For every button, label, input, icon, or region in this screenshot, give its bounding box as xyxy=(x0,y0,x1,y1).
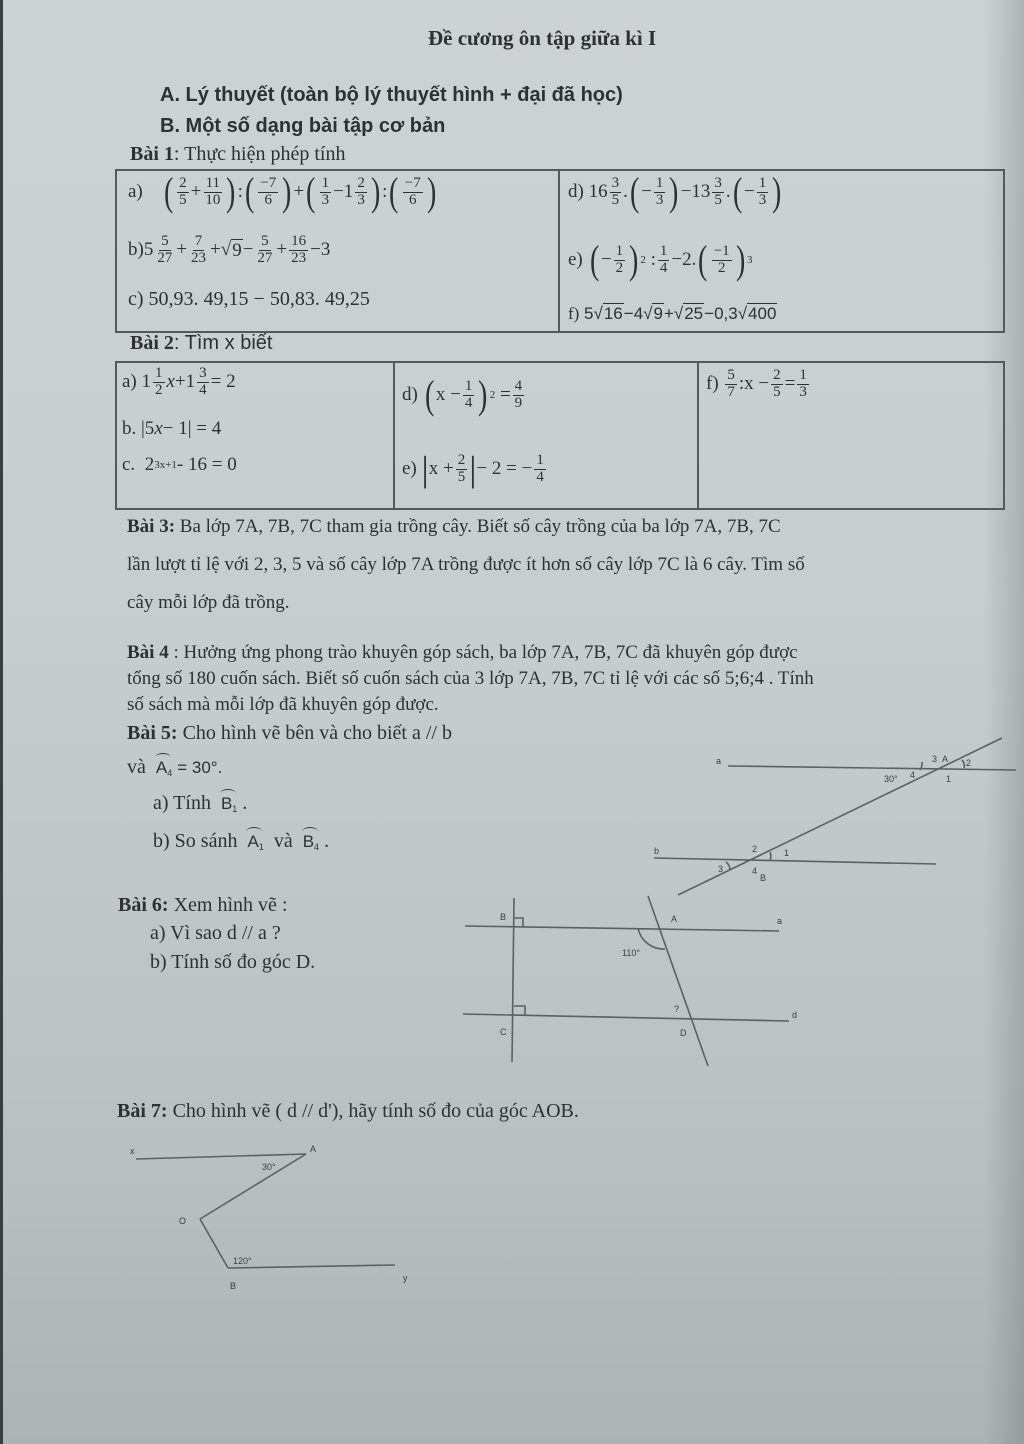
svg-text:110°: 110° xyxy=(622,948,640,958)
svg-text:A: A xyxy=(310,1144,317,1154)
bai7-heading: Bài 7: Cho hình vẽ ( d // d'), hãy tính số đo của góc AOB. xyxy=(117,1100,579,1122)
svg-text:B: B xyxy=(760,873,767,883)
svg-text:A: A xyxy=(671,914,678,924)
svg-text:?: ? xyxy=(674,1004,680,1014)
svg-text:120°: 120° xyxy=(233,1256,252,1266)
bai6-heading: Bài 6: Xem hình vẽ : xyxy=(118,894,288,916)
svg-text:a: a xyxy=(716,756,722,766)
bai1-item-e: e) ( − $\frac{1}{2}$ ) 2 : $\frac{1}{4}$ −2. ( $\frac{-1}{2}$ ) 3 xyxy=(568,237,753,282)
svg-text:30°: 30° xyxy=(262,1162,276,1172)
angle-A1: $A_1$ xyxy=(247,832,264,852)
bai2-item-e: e) | x + $\frac{2}{5}$ | − 2 = − $\frac{1}{4}$ xyxy=(402,449,544,489)
section-a-heading: A. Lý thuyết (toàn bộ lý thuyết hình + đại đã học) xyxy=(160,84,623,106)
bai6-question-a: a) Vì sao d // a ? xyxy=(150,922,281,944)
svg-text:y: y xyxy=(403,1273,408,1283)
bai5-question-b: b) So sánh $A_1$ và $B_4$ . xyxy=(153,830,330,852)
bai5-question-a: a) Tính $B_1$ . xyxy=(153,792,248,814)
bai2-item-a: a) 1 $\frac{1}{2}$ x +1 $\frac{3}{4}$ = 2 xyxy=(122,365,236,398)
svg-text:x: x xyxy=(130,1146,135,1156)
bai5-given: và $A_4 = 30^\circ$. xyxy=(127,756,223,778)
angle-B4: $B_4$ xyxy=(302,832,320,852)
bai1-item-b: b) 5 $\frac{5}{27}$ + $\frac{7}{23}$ +√ 9 − $\frac{5}{27}$ + $\frac{16}{23}$ −3 xyxy=(128,233,331,266)
svg-text:C: C xyxy=(500,1027,507,1037)
section-b-heading: B. Một số dạng bài tập cơ bản xyxy=(160,115,446,137)
bai1-heading: Bài 1: Thực hiện phép tính xyxy=(130,143,346,165)
bai6-figure xyxy=(455,890,815,1080)
svg-text:3: 3 xyxy=(932,754,938,764)
bai2-table-divider-1 xyxy=(393,361,395,510)
bai2-table xyxy=(115,361,1005,510)
svg-text:D: D xyxy=(680,1028,687,1038)
svg-text:A: A xyxy=(942,754,949,764)
bai5-heading: Bài 5: Cho hình vẽ bên và cho biết a // b xyxy=(127,722,452,744)
bai6-question-b: b) Tính số đo góc D. xyxy=(150,951,316,973)
bai1-item-d: d) 16 $\frac{3}{5}$ . ( − $\frac{1}{3}$ ) −13 $\frac{3}{5}$ . ( − $\frac{1}{3}$ ) xyxy=(568,169,782,214)
svg-text:d: d xyxy=(792,1010,798,1020)
bai2-item-b: b. |5 x − 1| = 4 xyxy=(122,418,222,439)
bai2-item-d: d) ( x − $\frac{1}{4}$ ) 2 = $\frac{4}{9}$ xyxy=(402,372,523,417)
bai2-table-divider-2 xyxy=(697,361,699,510)
bai1-table-divider xyxy=(558,169,560,333)
svg-text:1: 1 xyxy=(784,848,790,858)
svg-text:30°: 30° xyxy=(884,774,898,784)
bai5-figure xyxy=(640,730,1024,900)
document-title: Đề cương ôn tập giữa kì I xyxy=(428,26,657,50)
bai2-heading: Bài 2: Tìm x biết xyxy=(130,332,273,354)
svg-text:O: O xyxy=(179,1216,187,1226)
svg-text:4: 4 xyxy=(752,866,758,876)
bai2-item-c: c. 2 3x+1 - 16 = 0 xyxy=(122,454,237,475)
svg-text:B: B xyxy=(500,912,507,922)
svg-text:1: 1 xyxy=(946,774,952,784)
page-edge-left xyxy=(0,0,3,1444)
bai7-figure xyxy=(110,1130,430,1300)
svg-text:3: 3 xyxy=(718,864,724,874)
bai1-item-c: c) 50,93. 49,15 − 50,83. 49,25 xyxy=(128,288,370,310)
bai3-text: Bài 3: Ba lớp 7A, 7B, 7C tham gia trồng cây. Biết số cây trồng của ba lớp 7A, 7B, 7C lần lượt tỉ lệ với 2, 3, 5 và số cây lớp 7A trồng được ít hơn số cây lớp 7C là 6 cây. Tìm số cây mỗi lớp đã trồng. xyxy=(127,516,805,613)
svg-text:B: B xyxy=(230,1281,237,1291)
angle-B1: $B_1$ xyxy=(220,794,238,814)
bai4-text: Bài 4 : Hưởng ứng phong trào khuyên góp sách, ba lớp 7A, 7B, 7C đã khuyên góp được tổng số 180 cuốn sách. Biết số cuốn sách của 3 lớp 7A, 7B, 7C tỉ lệ với các số 5;6;4 . Tính số sách mà mỗi lớp đã khuyên góp được. xyxy=(127,642,814,715)
angle-A4: $A_4$ xyxy=(155,758,173,778)
svg-text:2: 2 xyxy=(966,758,972,768)
svg-text:4: 4 xyxy=(910,770,916,780)
svg-text:a: a xyxy=(777,916,783,926)
bai2-item-f: f) $\frac{5}{7}$ :x − $\frac{2}{5}$ = $\frac{1}{3}$ xyxy=(706,367,807,400)
svg-text:b: b xyxy=(654,846,660,856)
svg-text:2: 2 xyxy=(752,844,758,854)
bai1-item-f: f) 5√ 16 −4√ 9 +√ 25 −0,3√ 400 xyxy=(568,303,777,323)
bai1-item-a: a) ( $\frac{2}{5}$ + $\frac{11}{10}$ ) : ( $\frac{-7}{6}$ ) + ( $\frac{1}{3}$ −1 $\frac{2}{3}$ ) : ( $\frac{-7}{6}$ ) xyxy=(128,169,437,214)
